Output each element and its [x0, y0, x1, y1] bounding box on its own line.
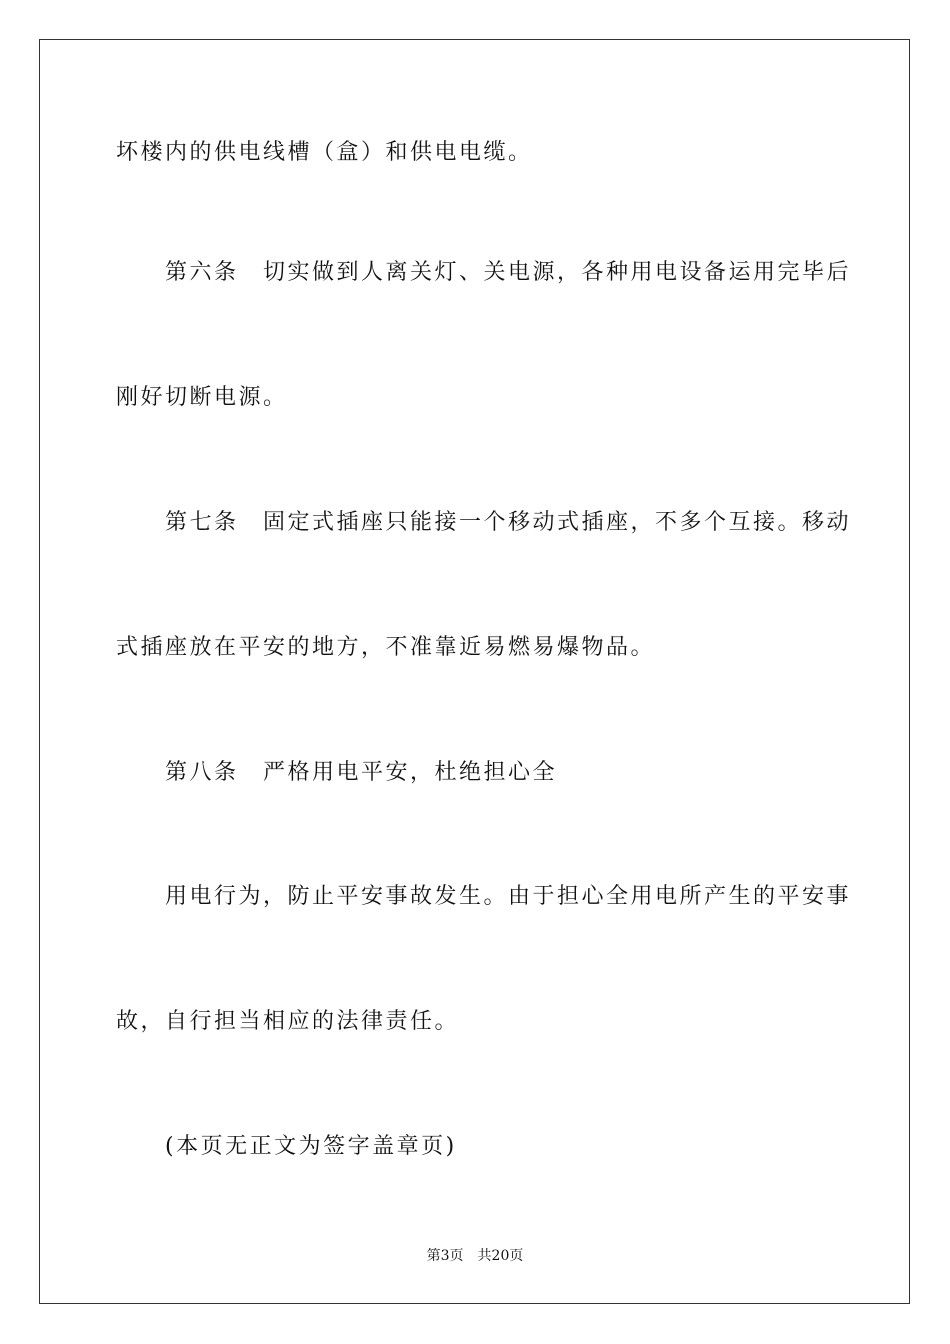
article-six-line: 第六条 切实做到人离关灯、关电源，各种用电设备运用完毕后 [165, 260, 852, 285]
signature-page-note: (本页无正文为签字盖章页) [165, 1134, 457, 1159]
page-number-footer: 第3页 共20页 [426, 1248, 524, 1264]
body-text-line: 故，自行担当相应的法律责任。 [116, 1009, 460, 1034]
body-text-line: 坏楼内的供电线槽（盒）和供电电缆。 [116, 140, 533, 165]
body-text-line: 刚好切断电源。 [116, 385, 288, 410]
article-seven-line: 第七条 固定式插座只能接一个移动式插座，不多个互接。移动 [165, 510, 852, 535]
body-text-line: 式插座放在平安的地方，不准靠近易燃易爆物品。 [116, 635, 656, 660]
body-text-line: 用电行为，防止平安事故发生。由于担心全用电所产生的平安事 [165, 884, 852, 909]
page-border [39, 39, 910, 1304]
article-eight-line: 第八条 严格用电平安，杜绝担心全 [165, 760, 558, 785]
